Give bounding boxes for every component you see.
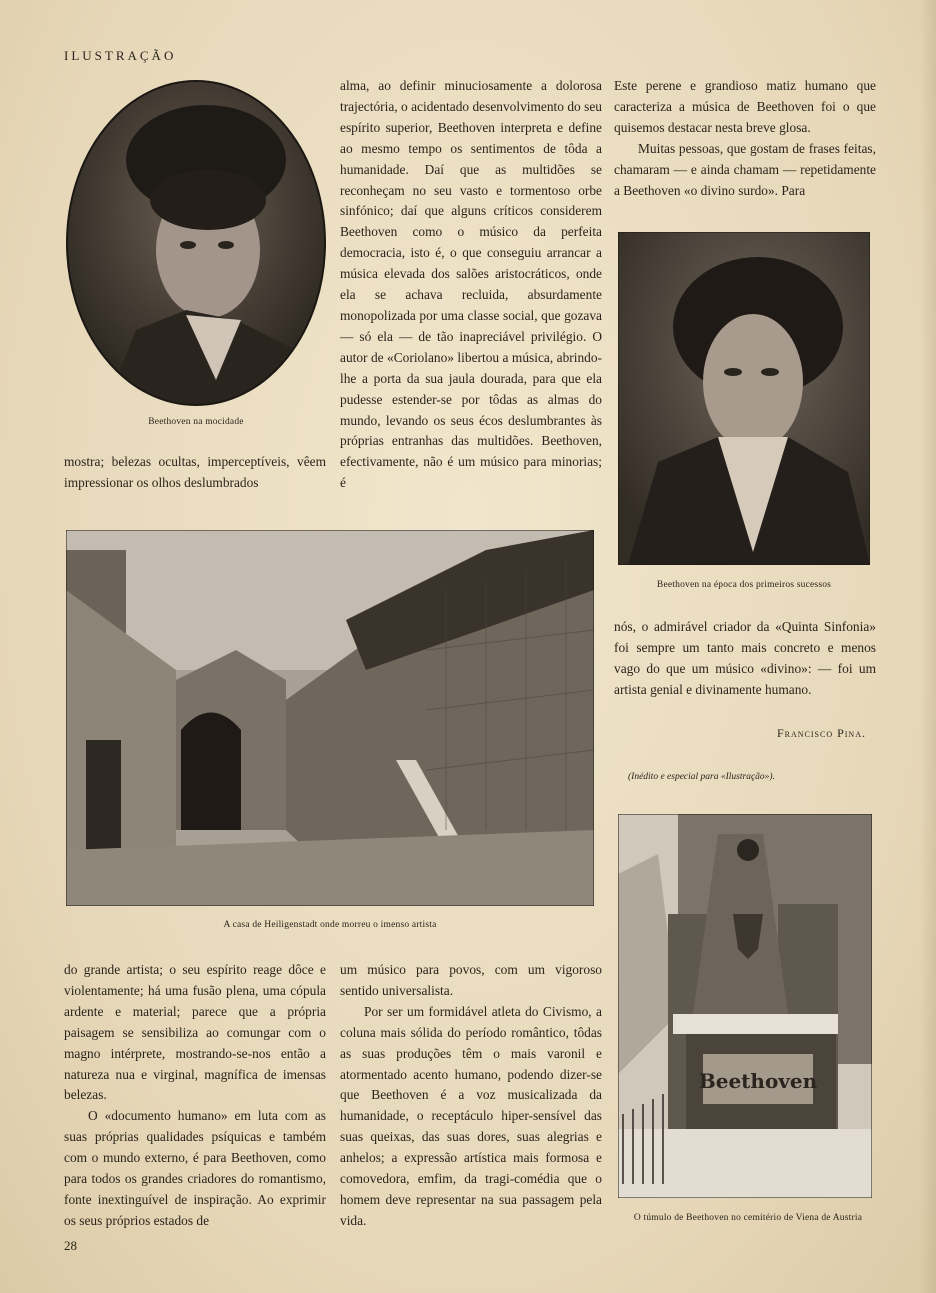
paragraph-right-middle: nós, o admirável criador da «Quinta Sinfonia» foi sempre um tanto mais concreto e menos vago do que um músico «divino»: — foi um artista genial e divinamente humano. bbox=[614, 619, 876, 697]
column-middle-top bbox=[340, 76, 602, 494]
portrait-young-beethoven bbox=[66, 80, 326, 406]
photo-heiligenstadt-house bbox=[66, 530, 594, 906]
magazine-header: ILUSTRAÇÃO bbox=[64, 48, 177, 63]
paragraph-left-top: mostra; belezas ocultas, imperceptíveis, vêem impressionar os olhos deslumbrados bbox=[64, 454, 326, 490]
paragraph-left-bottom-1: do grande artista; o seu espírito reage dôce e violentamente; há uma fusão plena, uma cópula ardente e material; parece que a própria paisagem se sensibiliza ao comungar com o magno intérprete, mostrando-se-nos então a natureza nua e virginal, magnífica de imensas belezas. bbox=[64, 962, 326, 1103]
page-number: 28 bbox=[64, 1238, 77, 1253]
column-middle-bottom bbox=[340, 960, 602, 1232]
paragraph-right-top-2: Muitas pessoas, que gostam de frases feitas, chamaram — e ainda chamam — repetidamente a Beethoven «o divino surdo». Para bbox=[614, 140, 876, 198]
caption-young-beethoven: Beethoven na mocidade bbox=[148, 417, 244, 427]
caption-beethoven-success: Beethoven na época dos primeiros sucessos bbox=[656, 580, 832, 590]
paragraph-middle-top: alma, ao definir minuciosamente a dolorosa trajectória, o acidentado desenvolvimento do seu espírito superior, Beethoven interpreta e define ao mesmo tempo os sentimentos de tôda a humanidade. Daí que as multidões se reconheçam no seu vasto e tormentoso orbe sinfónico; daí que alguns críticos considerem Beethoven como o músico da perfeita democracia, isto é, o que conseguiu arrancar a música elevada dos salões aristocráticos, onde ela se achava recluida, absurdamente monopolizada por uma classe social, que gozava — só ela — de tão inapreciável privilégio. O autor de «Coriolano» libertou a música, abrindo-lhe a porta da sua jaula dourada, para que ela pudesse estender-se por tôdas as almas do mundo, levando os seus écos deslumbrantes às próprias entranhas das multidões. Beethoven, efectivamente, não é um músico para minorias; é bbox=[340, 78, 602, 491]
tomb-inscription: Beethoven bbox=[698, 1069, 818, 1093]
paragraph-left-bottom-2: O «documento humano» em luta com as suas próprias qualidades psíquicas e também com o mundo externo, é para Beethoven, como para todos os grandes criadores do romantismo, fonte inextinguível de inspiração. Ao exprimir os seus próprios estados de bbox=[64, 1108, 326, 1228]
column-right-middle bbox=[614, 617, 876, 701]
column-left-top bbox=[64, 452, 326, 494]
caption-heiligenstadt-house: A casa de Heiligenstadt onde morreu o imenso artista bbox=[223, 920, 437, 930]
paragraph-right-top-1: Este perene e grandioso matiz humano que caracteriza a música de Beethoven foi o que quisemos destacar nesta breve glosa. bbox=[614, 78, 876, 135]
paragraph-middle-bottom-1: um músico para povos, com um vigoroso sentido universalista. bbox=[340, 962, 602, 998]
page-fold-shadow bbox=[920, 0, 936, 1293]
column-left-bottom bbox=[64, 960, 326, 1232]
caption-beethoven-tomb: O túmulo de Beethoven no cemitério de Viena de Austria bbox=[633, 1213, 863, 1223]
paragraph-middle-bottom-2: Por ser um formidável atleta do Civismo, a coluna mais sólida do período romântico, tôdas as suas produções têm o mais varonil e atormentado acento humano, podendo dizer-se que Beethoven é a voz musicalizada da humanidade, o receptáculo hiper-sensível das suas queixas, das suas dores, suas alegrias e anhelos; a expressão artística mais formosa e comovedora, emfim, da tragi-comédia que o homem deve representar na sua passagem pela vida. bbox=[340, 1003, 602, 1228]
photo-beethoven-tomb bbox=[618, 814, 872, 1198]
column-right-top bbox=[614, 76, 876, 201]
author-signature: Francisco Pina. bbox=[776, 726, 866, 740]
publication-credit: (Inédito e especial para «Ilustração»). bbox=[628, 772, 775, 782]
portrait-beethoven-success bbox=[618, 232, 870, 565]
